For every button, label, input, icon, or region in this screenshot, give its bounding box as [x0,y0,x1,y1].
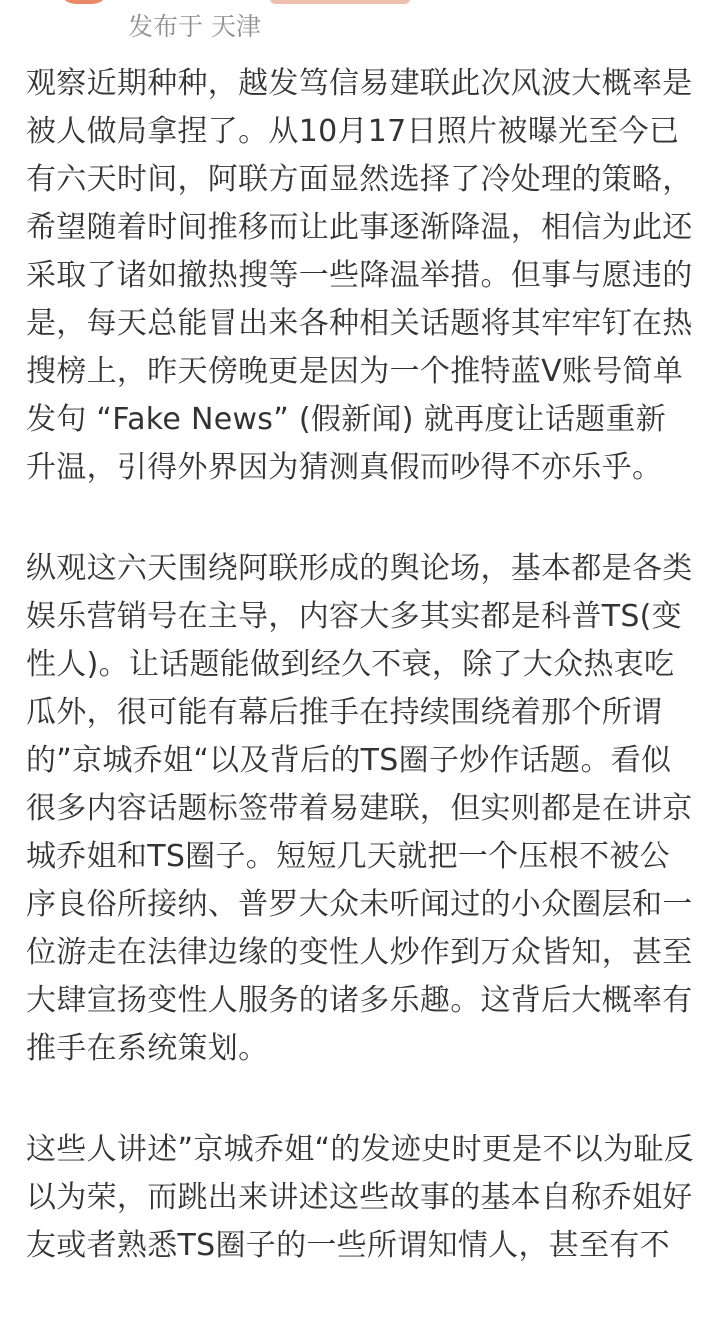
post-location: 发布于 天津 [128,12,261,41]
author-name[interactable] [270,0,410,4]
post-body [26,60,694,1323]
paragraph-2: 纵观这六天围绕阿联形成的舆论场，基本都是各类娱乐营销号在主导，内容大多其实都是科普TS(变性人)。让话题能做到经久不衰，除了大众热衷吃瓜外，很可能有幕后推手在持续围绕着那个所谓的”京城乔姐“以及背后的TS圈子炒作话题。看似很多内容话题标签带着易建联，但实则都是在讲京城乔姐和TS圈子。短短几天就把一个压根不被公序良俗所接纳、普罗大众未听闻过的小众圈层和一位游走在法律边缘的变性人炒作到万众皆知，甚至大肆宣扬变性人服务的诸多乐趣。这背后大概率有推手在系统策划。 [26,551,693,1066]
paragraph-3: 这些人讲述”京城乔姐“的发迹史时更是不以为耻反以为荣，而跳出来讲述这些故事的基本自称乔姐好友或者熟悉TS圈子的一些所谓知情人，甚至有不 [26,1132,694,1263]
avatar[interactable] [58,0,110,4]
post-header [0,0,720,56]
paragraph-1: 观察近期种种，越发笃信易建联此次风波大概率是被人做局拿捏了。从10月17日照片被曝光至今已有六天时间，阿联方面显然选择了冷处理的策略，希望随着时间推移而让此事逐渐降温，相信为此还采取了诸如撤热搜等一些降温举措。但事与愿违的是，每天总能冒出来各种相关话题将其牢牢钉在热搜榜上，昨天傍晚更是因为一个推特蓝V账号简单发句 “Fake News” (假新闻) 就再度让话题重新升温，引得外界因为猜测真假而吵得不亦乐乎。 [26,66,693,485]
